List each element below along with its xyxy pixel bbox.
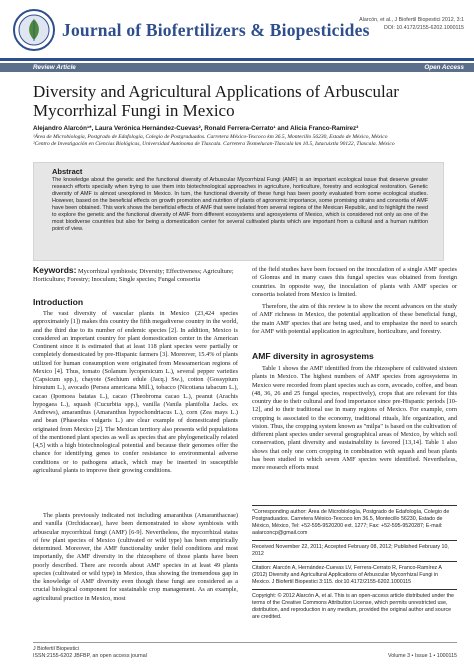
right-paragraph-3: Table 1 shows the AMF identified from the rhizosphere of cultivated sixteen plants in Mexico. The highest numbers of AMF species from agrosystems in Mexico were recorded from plant species such as corn, avocado, coffee, and bean (48, 36, 26 and 25 fungal species, respectively), crops that are relevant for this country due to their cultural and food importance since pre-Hispanic periods [10-12], and to their traditional use in many regions of Mexico. For example, corn cropping is associated to the economy, traditional rituals, life organization, and vision. Thus, the cropping system known as "milpa" is based on the cultivation of different plant species under several geographical areas of Mexico, by which soil conservation, plant diversity and sustainability is favored [13,14]. Table 1 also shows that only one corn cropping in combination with squash and bean plants has been studied in which seven AMF species were identified. Nevertheless, more research efforts must [252,365,457,471]
intro-paragraph-2: The plants previously indicated not including amaranthus (Amaranthaceae) and vanilla (Orchidaceae), have been demonstrated to show symbiosis with arbuscular mycorrhizal fungi (AMF) [6-9]. Nevertheless, the mycorrhizal status of few plant species of Mexico (cultivated or wild type) has been empirically determined. Moreover, the AMF functionality under field conditions and most importantly, the AMF diversity in the rhizosphere of those plants have been poorly described. There are records about AMF species in at least 49 plants species (cultivated or wild type) in Mexico, thus showing the tremendous gap in the knowledge of AMF diversity even though these fungi are considered as a crucial biological component for sustainable crop management. As an example, agricultural practice in Mexico, most [33,512,238,602]
section-heading-amf-diversity: AMF diversity in agrosystems [252,351,374,361]
keywords-label: Keywords: [33,265,77,275]
open-access-label: Open Access [424,64,464,71]
keywords [33,266,238,285]
info-rule-top [252,505,457,506]
article-dates: Received November 22, 2011; Accepted February 08, 2012; Published February 10, 2012 [252,544,449,558]
citation-line: Alarcón, et al., J Biofertil Biopestici 2012, 3:1 [359,17,464,23]
footer-rule [33,642,457,643]
header-rule [0,58,474,61]
affiliation-2: ²Centro de Investigación en Ciencias Biológicas, Universidad Autónoma de Tlaxcala. Carretera Texmelucan-Tlaxcala km 10.5, Ixtacuixtla 90122, Tlaxcala. México [33,141,395,147]
journal-logo-icon [12,8,56,52]
journal-title: Journal of Biofertilizers & Biopesticides [62,20,370,40]
introduction-heading: Introduction [33,297,84,307]
corresponding-author: *Corresponding author: Área de Microbiología, Postgrado de Edafología, Colegio de Postgraduados. Carretera México-Texcoco km 36.5, Montecillo 56230, Estado de México, México, Tel: +52-595-9520200 ext. 1277; Fax: +52-595-9520287; E-mail: aalarconcp@gmail.com [252,509,450,537]
right-paragraph-1: of the field studies have been focused on the inoculation of a single AMF species of Glomus and in many cases this fungal species was obtained from foreign countries. In opposite way, the inoculation of plants with AMF species or consortia isolated from Mexico is limited. [252,266,457,298]
footer-issn: ISSN:2155-6202 JBFBP, an open access journal [33,653,147,659]
right-paragraph-2: Therefore, the aim of this review is to show the recent advances on the study of AMF richness in Mexico, the potential application of these beneficial fungi, the main AMF species that are being used, and to emphasize the need to search for AMF with potential application in agriculture, horticulture, and forestry. [252,303,457,335]
keywords-text: Mycorrhizal symbiosis; Diversity; Effectiveness; Agriculture; Horticulture; Forestry; Inoculum; Single species; Fungal consortia [33,268,234,284]
abstract-text: The knowledge about the genetic and the functional diversity of Arbuscular Mycorrhizal Fungi (AMF) is an important ecological issue that deserve greater research efforts specially when trying to use them into biotechnological approaches in agriculture, horticulture, forestry and ecological restoration. Genetic diversity of AMF is almost unexplored in Mexico. In turn, the functional diversity of these fungi has been poorly evaluated from some ecological studies. However, based on the beneficial effects on growth promotion and nutrition of plants of agronomic importance, some promising strains and consortia of AMF have been obtained. This work shows the beneficial effects of AMF that were isolated from several regions of the Mexican Republic, and to highlight the need to explore the genetic and the functional diversity of AMF from different ecosystems and agrosystems of Mexico, which is considered not only as one of the most biodiverse countries but also for being a domestication center for several cultivated plants which are important from a cultural and a human nutrition point of view. [52,177,428,233]
footer-journal: J Biofertil Biopestici [33,646,79,652]
affiliations [33,134,463,148]
footer-left [33,646,147,660]
info-rule-2 [252,561,457,562]
article-title: Diversity and Agricultural Applications of Arbuscular Mycorrhizal Fungi in Mexico [33,82,399,120]
article-type: Review Article [33,64,76,71]
citation-info: Citation: Alarcón A, Hernández-Cuevas LV, Ferrera-Cerrato R, Franco-Ramírez A (2012) Diversity and Agricultural Applications of Arbuscular Mycorrhizal Fungi in Mexico. J Biofertil Biopestici 3:115. doi:10.4172/2155-6202.1000115 [252,565,442,586]
intro-paragraph-1: The vast diversity of vascular plants in Mexico (23,424 species approximately [1]) makes this country the fifth megadiverse country in the world, and the third due to its number of endemic species [2]. In addition, Mexico is considered an important country for plant domestication center in the American Continent since it is estimated that at least 118 plant species were partially or completely domesticated by pre-Hispanic farmers [3]. Moreover, 15.4% of plants utilized for human consumption were originated from Mesoamerican regions of Mexico [4]. Thus, tomato (Solanum lycopersicum L.), several pepper varieties (Capsicum spp.), chayote (Sechium edule (Jacq.) Sw.), cotton (Gossypium hirsutum L.), avocado (Persea americana Mill.), tobacco (Nicotiana tabacum L.), cacao (Ipomoea batatas L.), cacao (Theobroma cacao L.), peanut (Arachis hypogaea L.), squash (Cucurbita spp.), vanilla (Vanila planifolia Jacks. ex Andrews), amaranthus (Amaranthus hypochondriacus L.), corn (Zea mays L.) and bean (Phaseolus vulgaris L.) are clear example of domesticated plants originated from Mexico [2]. The Mexican territory also presents wild populations of the mentioned plant species as well as species that are phylogenetically related [4,5] with a high biotechnological potential and because their genomes offer the chance for identifying genes to confer resistance to environmental adverse conditions or to pathogens attack, which may be inserted in susceptible agricultural plants to improve their growing conditions. [33,310,238,474]
abstract-heading: Abstract [52,167,83,176]
citation-header [359,16,464,32]
affiliation-1: ¹Área de Microbiología, Postgrado de Edafología, Colegio de Postgraduados. Carretera México-Texcoco km 36.5, Montecillo 56230, Estado de México, México [33,134,388,140]
info-rule-1 [252,540,457,541]
doi-line[interactable]: DOI: 10.4172/2155-6202.1000115 [383,25,464,31]
footer-volume: Volume 3 • Issue 1 • 1000115 [388,653,457,659]
info-rule-3 [252,589,457,590]
copyright-notice: Copyright: © 2012 Alarcón A, et al. This is an open-access article distributed under the terms of the Creative Commons Attribution License, which permits unrestricted use, distribution, and reproduction in any medium, provided the original author and source are credited. [252,593,454,621]
author-list: Alejandro Alarcón¹*, Laura Verónica Hernández-Cuevas², Ronald Ferrera-Cerrato¹ and Alicia Franco-Ramírez² [33,125,359,132]
article-type-bar [0,63,474,72]
